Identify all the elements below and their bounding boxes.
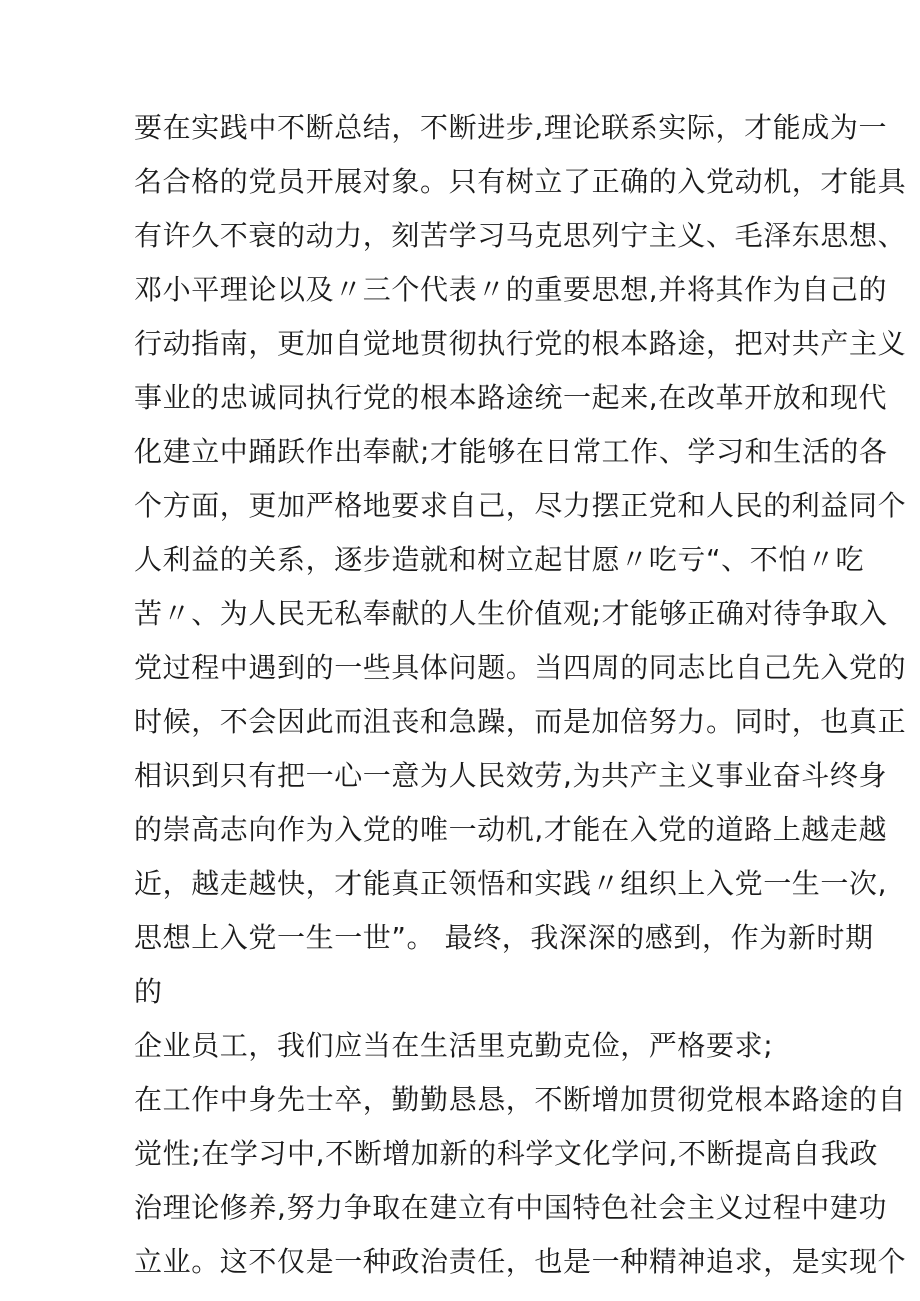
text-line: 企业员工，我们应当在生活里克勤克俭，严格要求;: [134, 1029, 774, 1062]
text-line: 近，越走越快，才能真正领悟和实践〃组织上入党一生一次,: [134, 867, 888, 900]
text-line: 要在实践中不断总结，不断进步,理论联系实际，才能成为一: [134, 111, 888, 144]
text-line: 邓小平理论以及〃三个代表〃的重要思想,并将其作为自己的: [134, 273, 888, 306]
text-line: 事业的忠诚同执行党的根本路途统一起来,在改革开放和现代: [134, 381, 888, 414]
text-line: 时候，不会因此而沮丧和急躁，而是加倍努力。同时，也真正: [134, 705, 907, 738]
text-line: 思想上入党一生一世”。 最终，我深深的感到，作为新时期: [134, 921, 874, 954]
text-line: 个方面，更加严格地要求自己，尽力摆正党和人民的利益同个: [134, 489, 907, 522]
text-line: 立业。这不仅是一种政治责任，也是一种精神追求，是实现个: [134, 1245, 907, 1278]
text-line: 觉性;在学习中,不断增加新的科学文化学问,不断提高自我政: [134, 1137, 879, 1170]
text-line: 党过程中遇到的一些具体问题。当四周的同志比自己先入党的: [134, 651, 907, 684]
text-line: 苦〃、为人民无私奉献的人生价值观;才能够正确对待争取入: [134, 597, 888, 630]
text-line: 有许久不衰的动力，刻苦学习马克思列宁主义、毛泽东思想、: [134, 219, 907, 252]
text-line: 相识到只有把一心一意为人民效劳,为共产主义事业奋斗终身: [134, 759, 888, 792]
text-line: 在工作中身先士卒，勤勤恳恳，不断增加贯彻党根本路途的自: [134, 1083, 907, 1116]
text-line: 的: [134, 975, 163, 1008]
text-line: 名合格的党员开展对象。只有树立了正确的入党动机，才能具: [134, 165, 907, 198]
text-line: 的崇高志向作为入党的唯一动机,才能在入党的道路上越走越: [134, 813, 888, 846]
text-line: 化建立中踊跃作出奉献;才能够在日常工作、学习和生活的各: [134, 435, 888, 468]
text-line: 人利益的关系，逐步造就和树立起甘愿〃吃亏“、不怕〃吃: [134, 543, 865, 576]
text-line: 治理论修养,努力争取在建立有中国特色社会主义过程中建功: [134, 1191, 888, 1224]
text-line: 行动指南，更加自觉地贯彻执行党的根本路途，把对共产主义: [134, 327, 907, 360]
